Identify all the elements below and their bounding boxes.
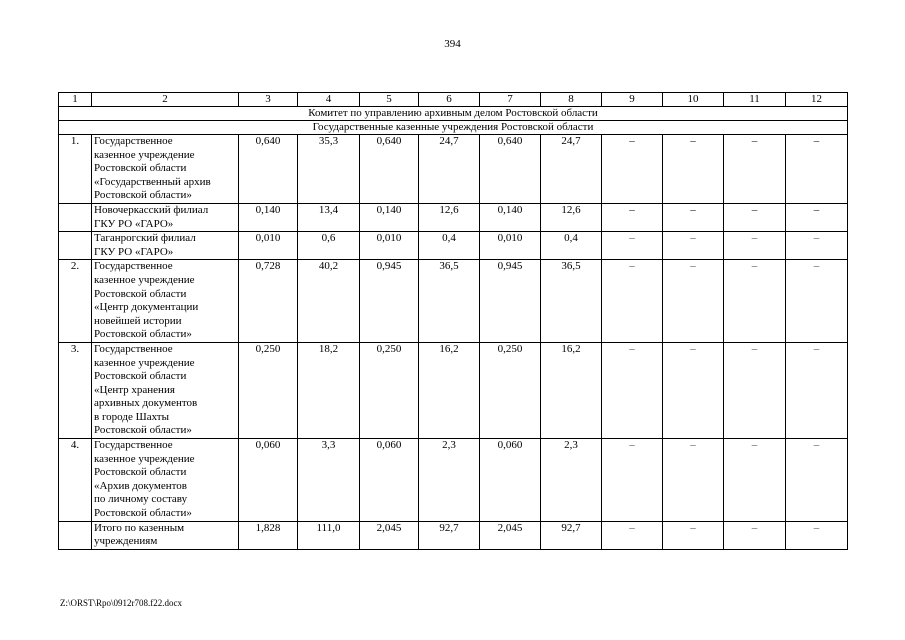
table-row: [59, 342, 848, 438]
institution-name-line: Таганрогский филиал: [94, 232, 196, 245]
value-cell: 16,2: [541, 342, 602, 438]
empty-value-cell: –: [602, 521, 663, 549]
institution-name-line: Новочеркасский филиал: [94, 203, 209, 216]
empty-value-cell: –: [786, 260, 848, 343]
institution-name-line: ГКУ РО «ГАРО»: [94, 245, 174, 258]
table-row: [59, 521, 848, 549]
institution-name-line: «Центр хранения: [94, 383, 175, 396]
institution-name-line: новейшей истории: [94, 314, 182, 327]
empty-value-cell: –: [786, 232, 848, 260]
empty-value-cell: –: [602, 260, 663, 343]
empty-value-cell: –: [724, 203, 786, 231]
institution-name-line: Итого по казенным: [94, 521, 185, 534]
value-cell: 40,2: [298, 260, 360, 343]
value-cell: 2,3: [541, 439, 602, 522]
empty-value-cell: –: [786, 521, 848, 549]
institution-name: [92, 203, 239, 231]
value-cell: 1,828: [239, 521, 298, 549]
column-header-3: 3: [239, 93, 298, 107]
value-cell: 18,2: [298, 342, 360, 438]
value-cell: 0,140: [360, 203, 419, 231]
table-row: [59, 439, 848, 522]
value-cell: 111,0: [298, 521, 360, 549]
table-row: [59, 135, 848, 204]
value-cell: 2,3: [419, 439, 480, 522]
value-cell: 0,010: [480, 232, 541, 260]
empty-value-cell: –: [786, 342, 848, 438]
page-number: 394: [444, 38, 461, 50]
value-cell: 36,5: [419, 260, 480, 343]
institution-name-line: казенное учреждение: [94, 148, 195, 161]
row-number: 3.: [59, 342, 92, 438]
empty-value-cell: –: [602, 232, 663, 260]
value-cell: 0,728: [239, 260, 298, 343]
value-cell: 12,6: [541, 203, 602, 231]
value-cell: 0,945: [480, 260, 541, 343]
institution-name-line: «Центр документации: [94, 301, 199, 314]
value-cell: 0,4: [541, 232, 602, 260]
value-cell: 0,060: [480, 439, 541, 522]
section-title: Государственные казенные учреждения Ростовской области: [59, 121, 848, 135]
value-cell: 0,140: [480, 203, 541, 231]
institution-name-line: Государственное: [94, 342, 173, 355]
institution-name-line: Государственное: [94, 439, 173, 452]
institution-name: [92, 342, 239, 438]
institution-name-line: Ростовской области: [94, 466, 187, 479]
institution-name: [92, 260, 239, 343]
value-cell: 92,7: [541, 521, 602, 549]
value-cell: 0,945: [360, 260, 419, 343]
empty-value-cell: –: [663, 232, 724, 260]
value-cell: 0,010: [360, 232, 419, 260]
value-cell: 0,060: [360, 439, 419, 522]
institution-name-line: учреждениям: [94, 535, 158, 548]
value-cell: 35,3: [298, 135, 360, 204]
institution-name-line: Ростовской области: [94, 287, 187, 300]
column-header-5: 5: [360, 93, 419, 107]
column-header-1: 1: [59, 93, 92, 107]
column-header-12: 12: [786, 93, 848, 107]
institution-name-line: Ростовской области»: [94, 424, 192, 437]
footer-file-path: Z:\ORST\Rpo\0912r708.f22.docx: [60, 598, 182, 608]
institution-name-line: казенное учреждение: [94, 356, 195, 369]
table-row: [59, 232, 848, 260]
column-header-7: 7: [480, 93, 541, 107]
institution-name: [92, 521, 239, 549]
empty-value-cell: –: [786, 203, 848, 231]
value-cell: 24,7: [419, 135, 480, 204]
value-cell: 12,6: [419, 203, 480, 231]
value-cell: 24,7: [541, 135, 602, 204]
value-cell: 0,140: [239, 203, 298, 231]
table-row: [59, 203, 848, 231]
institution-name-line: ГКУ РО «ГАРО»: [94, 217, 174, 230]
empty-value-cell: –: [663, 135, 724, 204]
empty-value-cell: –: [663, 203, 724, 231]
institution-name-line: Ростовской области»: [94, 328, 192, 341]
value-cell: 0,250: [239, 342, 298, 438]
institution-name-line: архивных документов: [94, 397, 198, 410]
value-cell: 36,5: [541, 260, 602, 343]
institution-name-line: Ростовской области: [94, 162, 187, 175]
value-cell: 0,010: [239, 232, 298, 260]
row-number: 1.: [59, 135, 92, 204]
column-header-11: 11: [724, 93, 786, 107]
institution-name: [92, 135, 239, 204]
value-cell: 0,640: [239, 135, 298, 204]
value-cell: 16,2: [419, 342, 480, 438]
value-cell: 2,045: [360, 521, 419, 549]
table-row: [59, 260, 848, 343]
value-cell: 0,250: [360, 342, 419, 438]
empty-value-cell: –: [602, 342, 663, 438]
institution-name-line: по личному составу: [94, 493, 188, 506]
empty-value-cell: –: [724, 232, 786, 260]
value-cell: 13,4: [298, 203, 360, 231]
empty-value-cell: –: [663, 342, 724, 438]
section-row: [59, 121, 848, 135]
empty-value-cell: –: [724, 439, 786, 522]
value-cell: 92,7: [419, 521, 480, 549]
row-number: 4.: [59, 439, 92, 522]
value-cell: 0,4: [419, 232, 480, 260]
empty-value-cell: –: [724, 260, 786, 343]
row-number: 2.: [59, 260, 92, 343]
institution-name-line: Ростовской области»: [94, 189, 192, 202]
empty-value-cell: –: [663, 439, 724, 522]
empty-value-cell: –: [786, 135, 848, 204]
column-header-10: 10: [663, 93, 724, 107]
empty-value-cell: –: [724, 521, 786, 549]
value-cell: 0,6: [298, 232, 360, 260]
row-number: [59, 521, 92, 549]
institution-name-line: «Государственный архив: [94, 175, 211, 188]
empty-value-cell: –: [663, 260, 724, 343]
column-number-row: [59, 93, 848, 107]
empty-value-cell: –: [663, 521, 724, 549]
institution-name-line: «Архив документов: [94, 479, 188, 492]
empty-value-cell: –: [602, 439, 663, 522]
institution-name-line: Государственное: [94, 135, 173, 147]
column-header-6: 6: [419, 93, 480, 107]
committee-row: [59, 107, 848, 121]
empty-value-cell: –: [724, 135, 786, 204]
empty-value-cell: –: [602, 203, 663, 231]
row-number: [59, 232, 92, 260]
empty-value-cell: –: [602, 135, 663, 204]
empty-value-cell: –: [724, 342, 786, 438]
institution-name-line: Государственное: [94, 260, 173, 273]
institution-name-line: в городе Шахты: [94, 410, 169, 423]
committee-title: Комитет по управлению архивным делом Ростовской области: [59, 107, 848, 121]
value-cell: 0,250: [480, 342, 541, 438]
institution-name-line: Ростовской области»: [94, 507, 192, 520]
institution-name: [92, 232, 239, 260]
institution-name-line: казенное учреждение: [94, 273, 195, 286]
column-header-2: 2: [92, 93, 239, 107]
data-table: [58, 92, 848, 550]
column-header-4: 4: [298, 93, 360, 107]
value-cell: 2,045: [480, 521, 541, 549]
institution-name: [92, 439, 239, 522]
value-cell: 0,640: [480, 135, 541, 204]
empty-value-cell: –: [786, 439, 848, 522]
value-cell: 3,3: [298, 439, 360, 522]
value-cell: 0,640: [360, 135, 419, 204]
column-header-8: 8: [541, 93, 602, 107]
institution-name-line: казенное учреждение: [94, 452, 195, 465]
column-header-9: 9: [602, 93, 663, 107]
row-number: [59, 203, 92, 231]
value-cell: 0,060: [239, 439, 298, 522]
institution-name-line: Ростовской области: [94, 370, 187, 383]
